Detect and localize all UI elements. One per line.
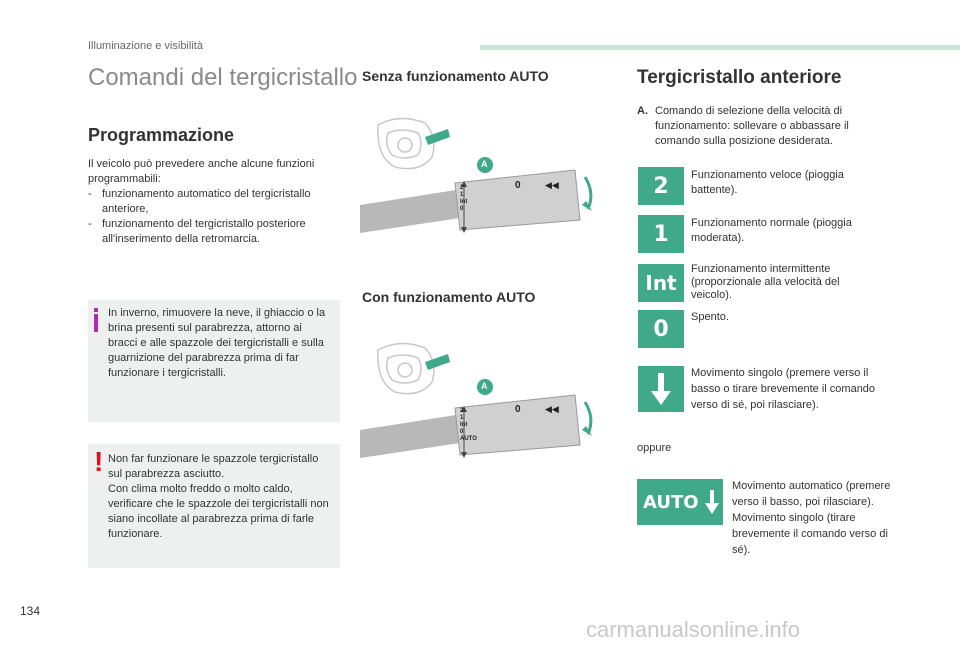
info-note-text: In inverno, rimuovere la neve, il ghiaccio o la brina presenti sul parabrezza, attorno ai bracci e alle spazzole dei tergicristalli e sulla guarnizione del parabrezza prima di far funzionare i tergicristalli. (108, 307, 326, 379)
stalk-positions-2: 2 1 Int 0 AUTO (460, 408, 477, 442)
auto-label: AUTO (643, 491, 699, 513)
subtitle-no-auto: Senza funzionamento AUTO (362, 68, 549, 84)
tile-1: 1 (638, 215, 684, 253)
list-item: - funzionamento automatico del tergicristallo anteriore, (88, 188, 311, 215)
label-a-auto: A (481, 381, 488, 391)
auto-text: Movimento automatico (premere verso il basso, poi rilasciare). Movimento singolo (tirare brevemente il comando verso di sé). (732, 480, 891, 556)
rewind-icon: ◀◀ (545, 180, 559, 190)
row-0-text: Spento. (691, 311, 729, 323)
page-title: Comandi del tergicristallo (88, 64, 358, 91)
warning-note-text: Non far funzionare le spazzole tergicristallo sul parabrezza asciutto. Con clima molto freddo o molto caldo, verificare che le spazzole dei tergicristalli non siano incollate al parabrezza prima di farle funzionare. (108, 453, 329, 540)
tile-single-move (638, 366, 684, 412)
tile-0: 0 (638, 310, 684, 348)
row-1-text: Funzionamento normale (pioggia moderata). (691, 217, 852, 244)
control-a-description: A. Comando di selezione della velocità di funzionamento: sollevare o abbassare il comando sulla posizione desiderata. (637, 105, 849, 147)
tile-int: Int (638, 264, 684, 302)
stalk-illustration-auto (360, 330, 600, 465)
row-single-move-text: Movimento singolo (premere verso il basso o tirare brevemente il comando verso di sé, poi rilasciare). (691, 367, 876, 411)
programming-list (88, 187, 338, 247)
arrow-down-icon (649, 371, 673, 407)
programming-text (88, 157, 338, 247)
row-int-text: Funzionamento intermittente (proporzionale alla velocità del veicolo). (691, 263, 840, 301)
stalk-positions-1: 2 1 Int 0 (460, 185, 468, 212)
label-a: A (481, 159, 488, 169)
rear-zero-2: 0 (515, 404, 521, 415)
rear-zero-1: 0 (515, 180, 521, 191)
subtitle-auto: Con funzionamento AUTO (362, 289, 536, 305)
stalk-illustration-no-auto (360, 105, 600, 240)
subtitle-programmazione: Programmazione (88, 125, 235, 145)
tile-2: 2 (638, 167, 684, 205)
tile-auto (637, 479, 723, 525)
list-item: - funzionamento del tergicristallo posteriore all'inserimento della retromarcia. (88, 218, 306, 245)
warning-note-box (88, 444, 340, 568)
info-note-box (88, 300, 340, 422)
row-2-text: Funzionamento veloce (pioggia battente). (691, 169, 844, 196)
section-header-bar (480, 45, 960, 50)
page-number: 134 (20, 604, 41, 618)
arrow-down-icon (705, 489, 719, 515)
rewind-icon: ◀◀ (545, 404, 559, 414)
subtitle-front-wiper: Tergicristallo anteriore (637, 67, 842, 88)
oppure-text: oppure (637, 442, 672, 454)
info-icon (94, 308, 98, 332)
section-header: Illuminazione e visibilità (88, 40, 203, 52)
warning-icon: ! (94, 446, 104, 477)
watermark: carmanualsonline.info (586, 617, 801, 642)
programming-intro: Il veicolo può prevedere anche alcune funzioni programmabili: (88, 158, 315, 185)
